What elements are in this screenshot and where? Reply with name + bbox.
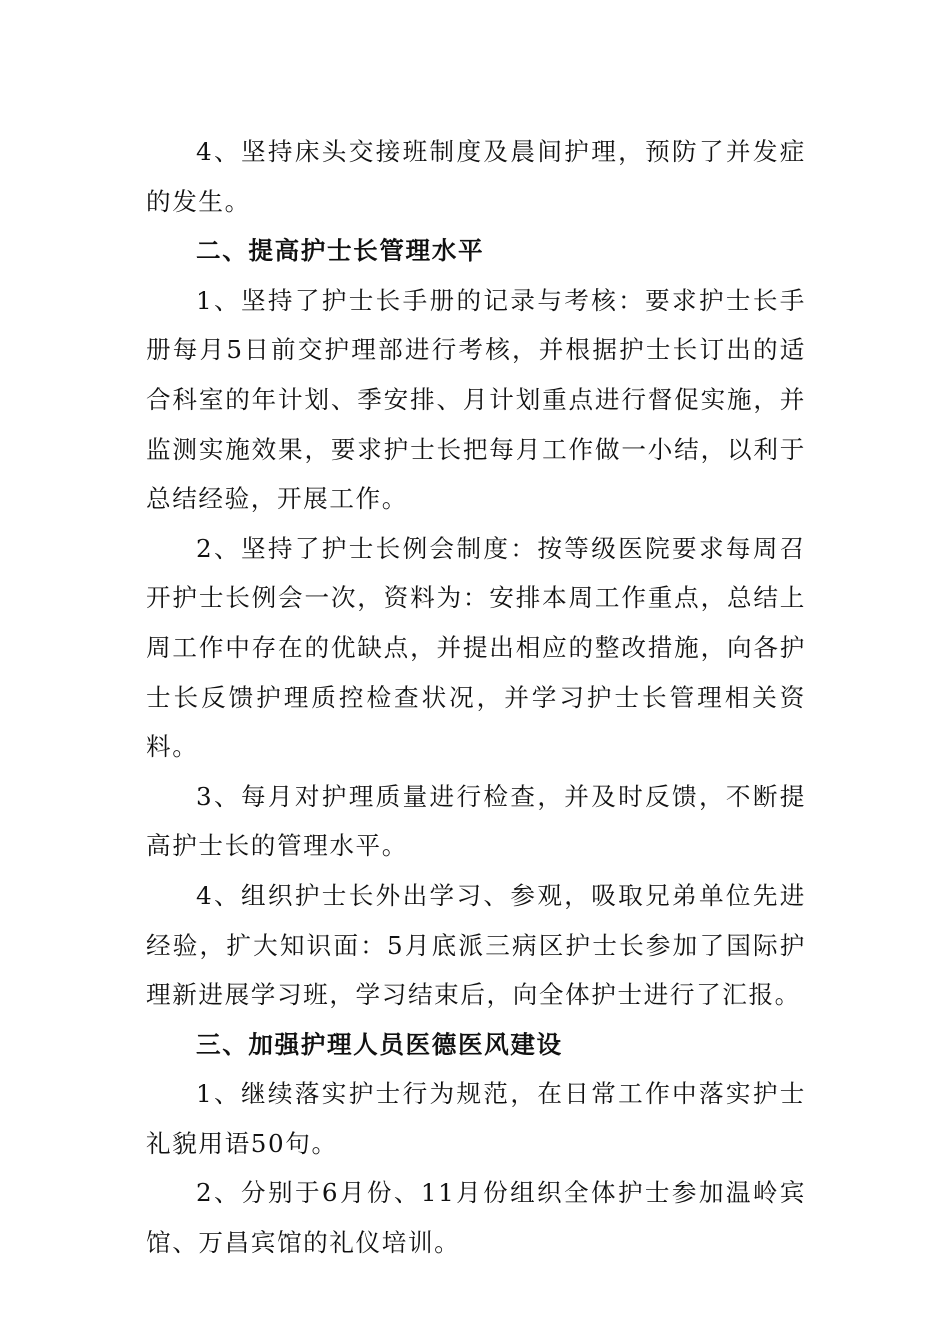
section-heading-3: 三、加强护理人员医德医风建设 bbox=[196, 1029, 563, 1059]
section-heading-2: 二、提高护士长管理水平 bbox=[196, 236, 485, 266]
paragraph-item-4-bedside-handover: 4、坚持床头交接班制度及晨间护理，预防了并发症的发生。 bbox=[146, 137, 806, 216]
paragraph-item-4-external-study: 4、组织护士长外出学习、参观，吸取兄弟单位先进经验，扩大知识面：5月底派三病区护士长参加了国际护理新进展学习班，学习结束后，向全体护士进行了汇报。 bbox=[146, 880, 806, 1010]
paragraph-item-1-head-nurse-handbook: 1、坚持了护士长手册的记录与考核：要求护士长手册每月5日前交护理部进行考核，并根据护士长订出的适合科室的年计划、季安排、月计划重点进行督促实施，并监测实施效果，要求护士长把每月工作做一小结，以利于总结经验，开展工作。 bbox=[146, 285, 806, 514]
paragraph-item-2-head-nurse-meeting: 2、坚持了护士长例会制度：按等级医院要求每周召开护士长例会一次，资料为：安排本周工作重点，总结上周工作中存在的优缺点，并提出相应的整改措施，向各护士长反馈护理质控检查状况，并学习护士长管理相关资料。 bbox=[146, 533, 806, 762]
paragraph-item-3-monthly-quality-check: 3、每月对护理质量进行检查，并及时反馈，不断提高护士长的管理水平。 bbox=[146, 781, 806, 861]
paragraph-item-2-etiquette-training: 2、分别于6月份、11月份组织全体护士参加温岭宾馆、万昌宾馆的礼仪培训。 bbox=[146, 1178, 806, 1258]
paragraph-item-1-conduct-standards: 1、继续落实护士行为规范，在日常工作中落实护士礼貌用语50句。 bbox=[146, 1079, 806, 1158]
document-body bbox=[146, 127, 806, 1268]
